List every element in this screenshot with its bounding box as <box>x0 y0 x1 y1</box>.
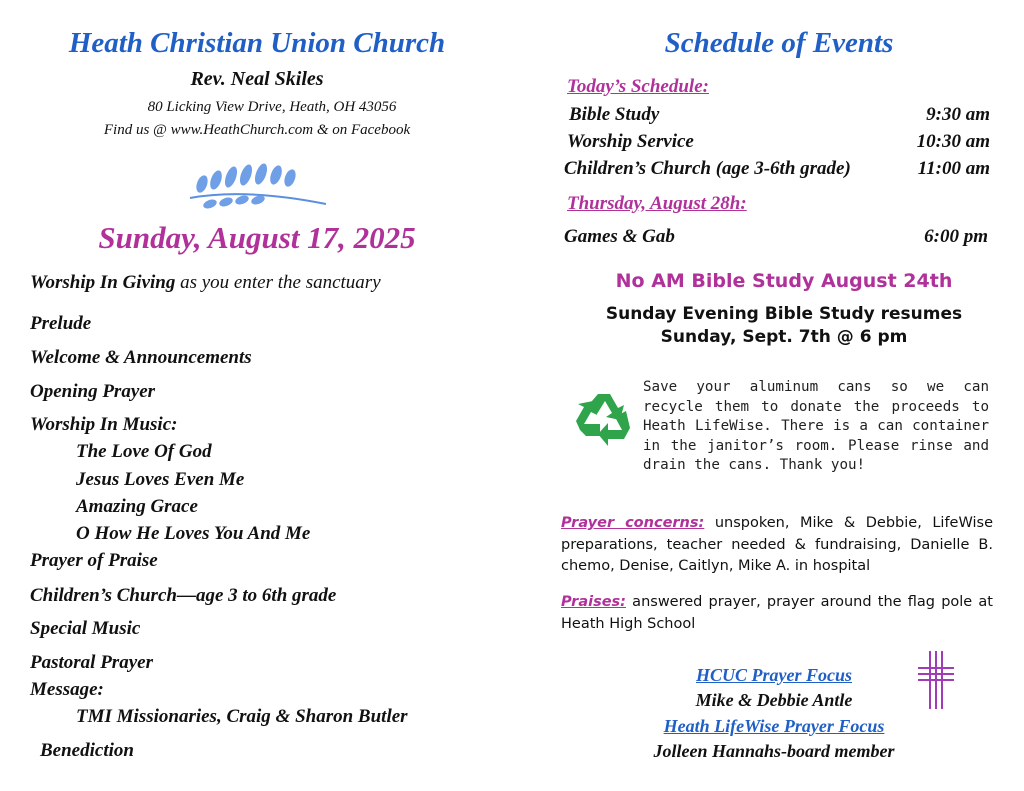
today-schedule-heading: Today’s Schedule: <box>567 76 709 97</box>
event-time: 6:00 pm <box>924 226 988 247</box>
leaf-sprig-icon <box>186 158 332 210</box>
cross-icon <box>916 651 956 709</box>
giving-bold: Worship In Giving <box>30 272 176 293</box>
song-item: The Love Of God <box>76 441 212 462</box>
praises-label: Praises: <box>561 594 626 610</box>
pastor-name: Rev. Neal Skiles <box>190 68 324 90</box>
worship-in-giving <box>30 272 381 294</box>
event-time: 11:00 am <box>917 158 990 179</box>
welcome-announcements: Welcome & Announcements <box>30 347 252 368</box>
church-name: Heath Christian Union Church <box>68 27 446 59</box>
event-name: Bible Study <box>569 104 660 125</box>
event-time: 10:30 am <box>916 131 990 152</box>
message-detail: TMI Missionaries, Craig & Sharon Butler <box>76 706 408 727</box>
event-time: 9:30 am <box>926 104 990 125</box>
schedule-title: Schedule of Events <box>664 27 894 59</box>
no-am-bible-study-notice: No AM Bible Study August 24th <box>615 270 953 292</box>
prayer-concerns-label: Prayer concerns: <box>561 515 705 531</box>
song-item: O How He Loves You And Me <box>76 523 311 544</box>
prayer-concerns-text: unspoken, Mike & Debbie, LifeWise preparations, teacher needed & fundraising, Danielle B. chemo, Denise, Caitlyn, Mike A. in hospital <box>561 515 993 574</box>
service-date: Sunday, August 17, 2025 <box>98 220 416 255</box>
hcuc-prayer-focus-name: Mike & Debbie Antle <box>695 690 853 710</box>
praises-text: answered prayer, prayer around the flag pole at Heath High School <box>561 594 993 632</box>
find-us-line: Find us @ www.HeathChurch.com & on Facebook <box>103 122 411 138</box>
recycle-icon <box>572 388 636 452</box>
event-name: Children’s Church (age 3-6th grade) <box>564 158 851 179</box>
recycle-cans-notice: Save your aluminum cans so we can recycle them to donate the proceeds to Heath LifeWise. There is a can container in the janitor’s room. Please rinse and drain the cans. Thank you! <box>643 379 989 474</box>
opening-prayer: Opening Prayer <box>30 381 156 402</box>
benediction: Benediction <box>40 740 134 761</box>
lifewise-prayer-focus-label <box>560 716 988 737</box>
prayer-concerns <box>561 513 993 578</box>
special-music: Special Music <box>30 618 141 639</box>
hcuc-focus-link: HCUC Prayer Focus <box>695 665 852 685</box>
prelude: Prelude <box>30 313 92 334</box>
song-item: Amazing Grace <box>76 496 198 517</box>
praises <box>561 592 993 635</box>
event-name: Worship Service <box>567 131 694 152</box>
lifewise-prayer-focus-name: Jolleen Hannahs-board member <box>653 741 895 761</box>
event-name: Games & Gab <box>564 226 675 247</box>
childrens-church: Children’s Church—age 3 to 6th grade <box>30 585 337 606</box>
church-address: 80 Licking View Drive, Heath, OH 43056 <box>147 99 397 115</box>
thursday-heading: Thursday, August 28h: <box>567 193 747 214</box>
message-heading: Message: <box>30 679 104 700</box>
pastoral-prayer: Pastoral Prayer <box>30 652 153 673</box>
giving-rest: as you enter the sanctuary <box>175 272 381 293</box>
lifewise-focus-link: Heath LifeWise Prayer Focus <box>663 716 885 736</box>
evening-study-resumes: Sunday Evening Bible Study resumes <box>605 304 963 324</box>
worship-in-music: Worship In Music: <box>30 414 178 435</box>
evening-study-date: Sunday, Sept. 7th @ 6 pm <box>660 327 908 347</box>
prayer-of-praise: Prayer of Praise <box>30 550 158 571</box>
song-item: Jesus Loves Even Me <box>76 469 245 490</box>
